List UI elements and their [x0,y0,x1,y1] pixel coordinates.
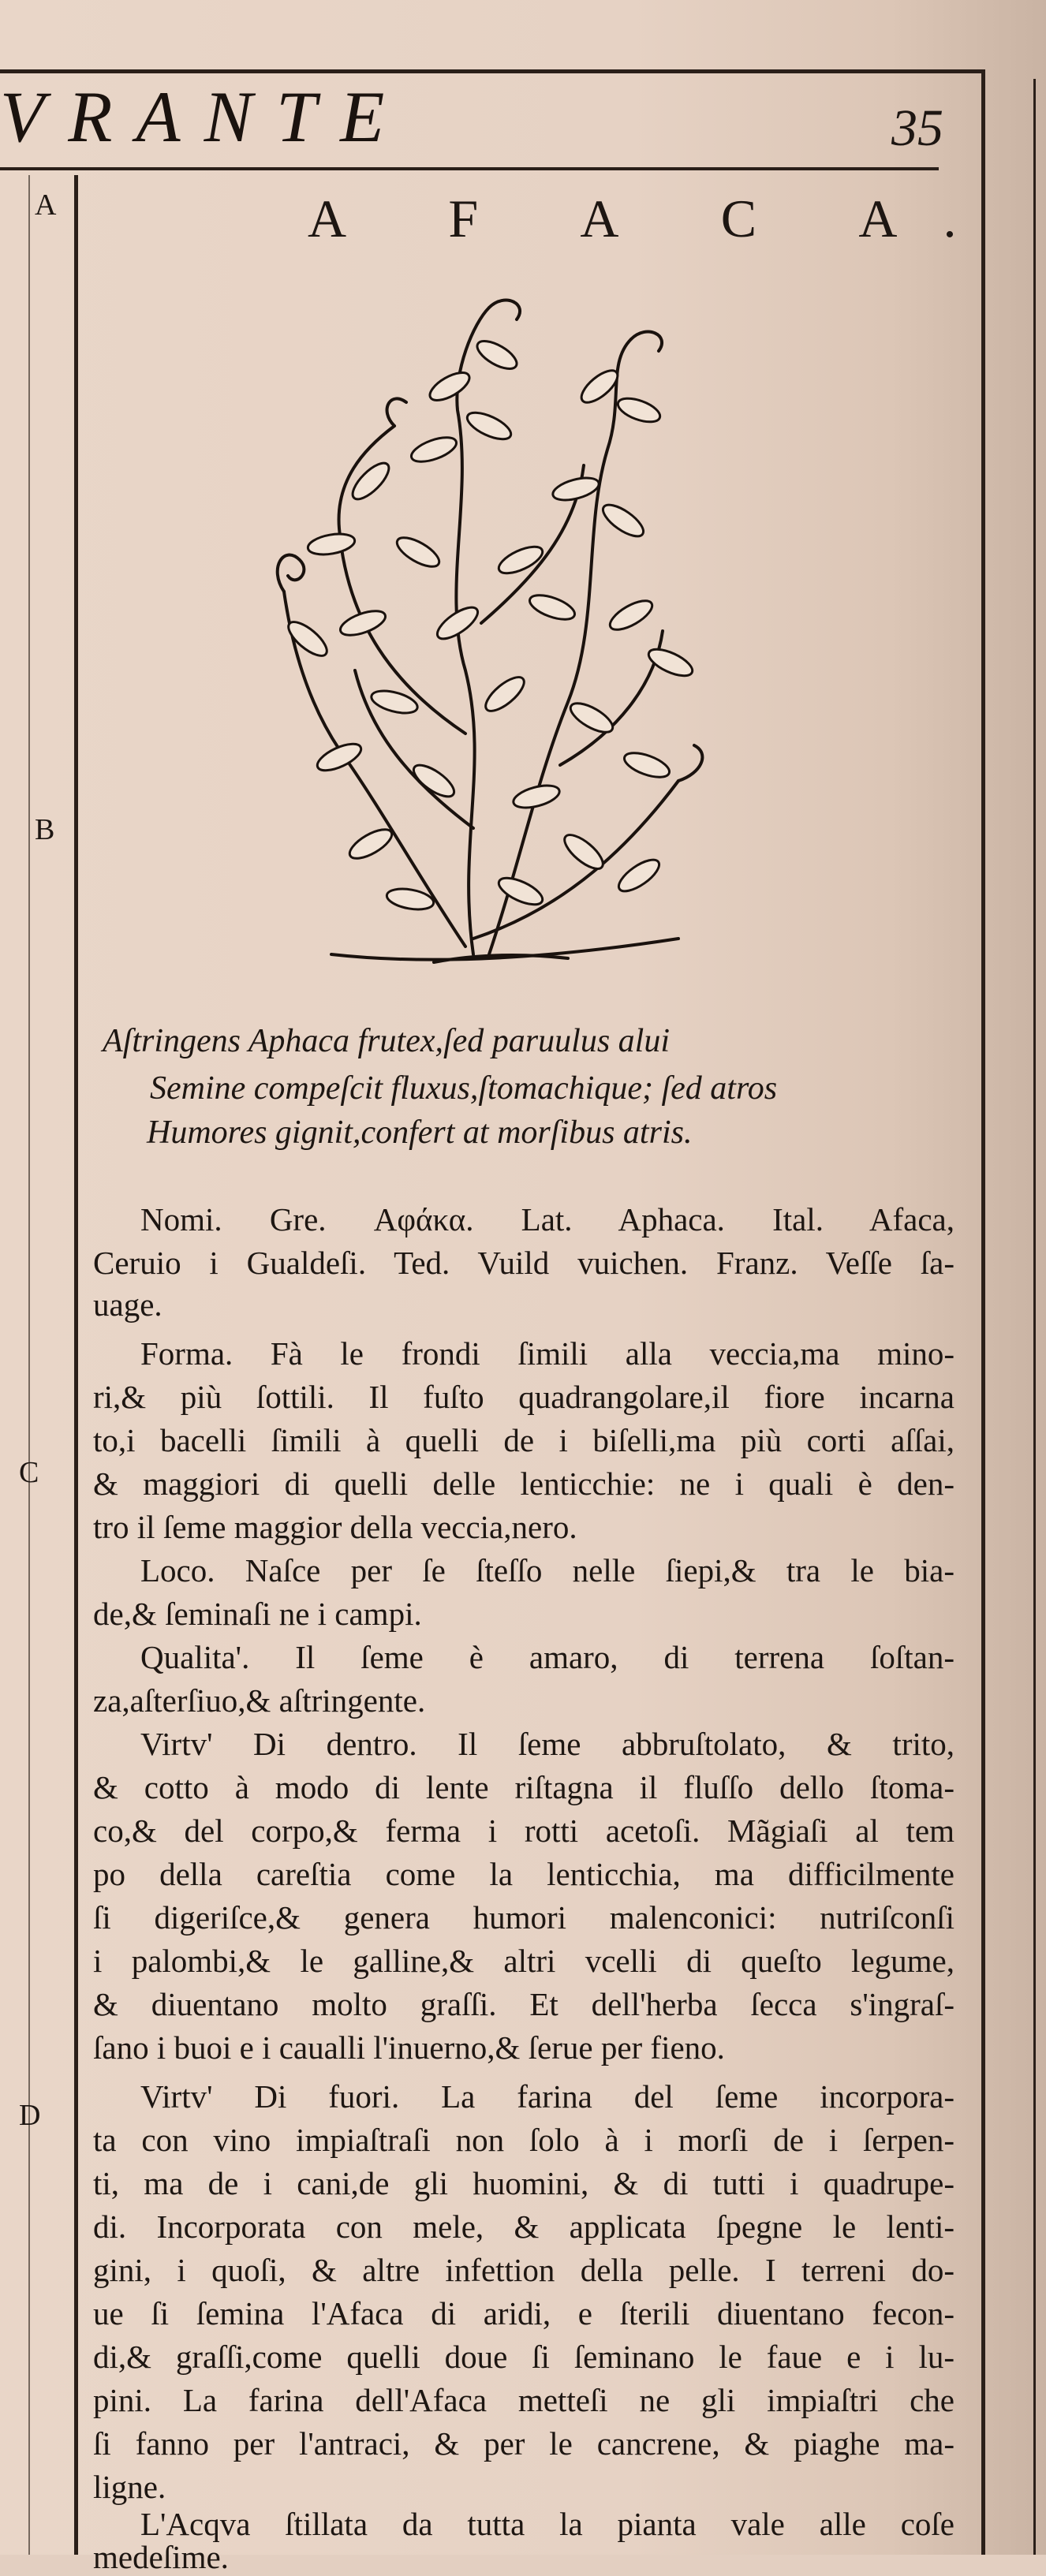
body-line: ſano i buoi e i caualli l'inuerno,& ſerue per fieno. [93,2029,725,2066]
body-line: Nomi. Gre. Αφάκα. Lat. Aphaca. Ital. Afaca, [140,1201,954,1238]
body-line: za,aſterſiuo,& aſtringente. [93,1682,426,1719]
body-line: & maggiori di quelli delle lenticchie: ne i quali è den- [93,1465,954,1502]
body-line: Loco. Naſce per ſe ſteſſo nelle ſiepi,& tra le bia- [140,1552,954,1589]
body-line: ſi digeriſce,& genera humori malenconici: nutriſconſi [93,1899,954,1936]
body-line: & diuentano molto graſſi. Et dell'herba ſecca s'ingraſ- [93,1986,954,2022]
running-title: VRANTE [0,77,409,157]
body-line: & cotto à modo di lente riſtagna il fluſſo dello ſtoma- [93,1769,954,1805]
verse-line: Humores gignit,confert at morſibus atris. [147,1114,693,1151]
body-line: ligne. [93,2469,166,2505]
body-line: tro il ſeme maggior della veccia,nero. [93,1509,577,1545]
body-line: Ceruio i Gualdeſi. Ted. Vuild vuichen. Franz. Veſſe ſa- [93,1245,954,1281]
right-frame-rule-outer [1033,79,1036,2555]
body-line: ti, ma de i cani,de gli huomini, & di tutti i quadrupe- [93,2165,954,2201]
body-line: ue ſi ſemina l'Afaca di aridi, e ſterili diuentano fecon- [93,2295,954,2331]
body-line: ri,& più ſottili. Il fuſto quadrangolare,il fiore incarna [93,1379,954,1415]
body-line: Virtv' Di fuori. La farina del ſeme incorpora- [140,2078,954,2115]
body-line: to,i bacelli ſimili à quelli de i biſelli,ma più corti aſſai, [93,1422,954,1458]
body-line: i palombi,& le galline,& altri vcelli di queſto legume, [93,1943,954,1979]
body-line: di. Incorporata con mele, & applicata ſpegne le lenti- [93,2208,954,2245]
page-number: 35 [891,99,943,157]
header-underline [0,167,939,170]
margin-letter-b: B [35,813,55,846]
body-line: de,& ſeminaſi ne i campi. [93,1596,422,1632]
afaca-plant-woodcut-icon [237,292,726,986]
verse-line: Semine compeſcit fluxus,ſtomachique; ſed atros [150,1070,778,1107]
body-line: pini. La farina dell'Afaca metteſi ne gli impiaſtri che [93,2382,954,2418]
body-line: po della careſtia come la lenticchia, ma difficilmente [93,1856,954,1892]
verse-line: Aſtringens Aphaca frutex,ſed paruulus alui [103,1023,671,1059]
body-line: L'Acqva ſtillata da tutta la pianta vale alle coſe [140,2506,954,2542]
body-line: ſi fanno per l'antraci, & per le cancrene, & piaghe ma- [93,2425,954,2462]
body-line: medeſime. [93,2539,229,2575]
margin-letter-d: D [19,2099,41,2132]
plant-title: A F A C A. [308,189,1003,248]
body-line: Virtv' Di dentro. Il ſeme abbruſtolato, & trito, [140,1726,954,1762]
margin-letter-c: C [19,1456,39,1489]
body-line: gini, i quoſi, & altre infettion della pelle. I terreni do- [93,2252,954,2288]
body-line: uage. [93,1286,163,1323]
body-line: Qualita'. Il ſeme è amaro, di terrena ſoſtan- [140,1639,954,1675]
right-frame-rule-inner [981,69,985,2555]
margin-letter-a: A [35,189,57,222]
left-frame-rule [74,175,78,2555]
body-line: co,& del corpo,& ferma i rotti acetoſi. Mãgiaſi al tem [93,1813,954,1849]
body-line: Forma. Fà le frondi ſimili alla veccia,ma mino- [140,1335,954,1372]
margin-column-rule [28,175,30,2555]
top-rule [0,69,982,73]
body-line: di,& graſſi,come quelli doue ſi ſeminano le faue e i lu- [93,2339,954,2375]
body-line: ta con vino impiaſtraſi non ſolo à i morſi de i ſerpen- [93,2122,954,2158]
